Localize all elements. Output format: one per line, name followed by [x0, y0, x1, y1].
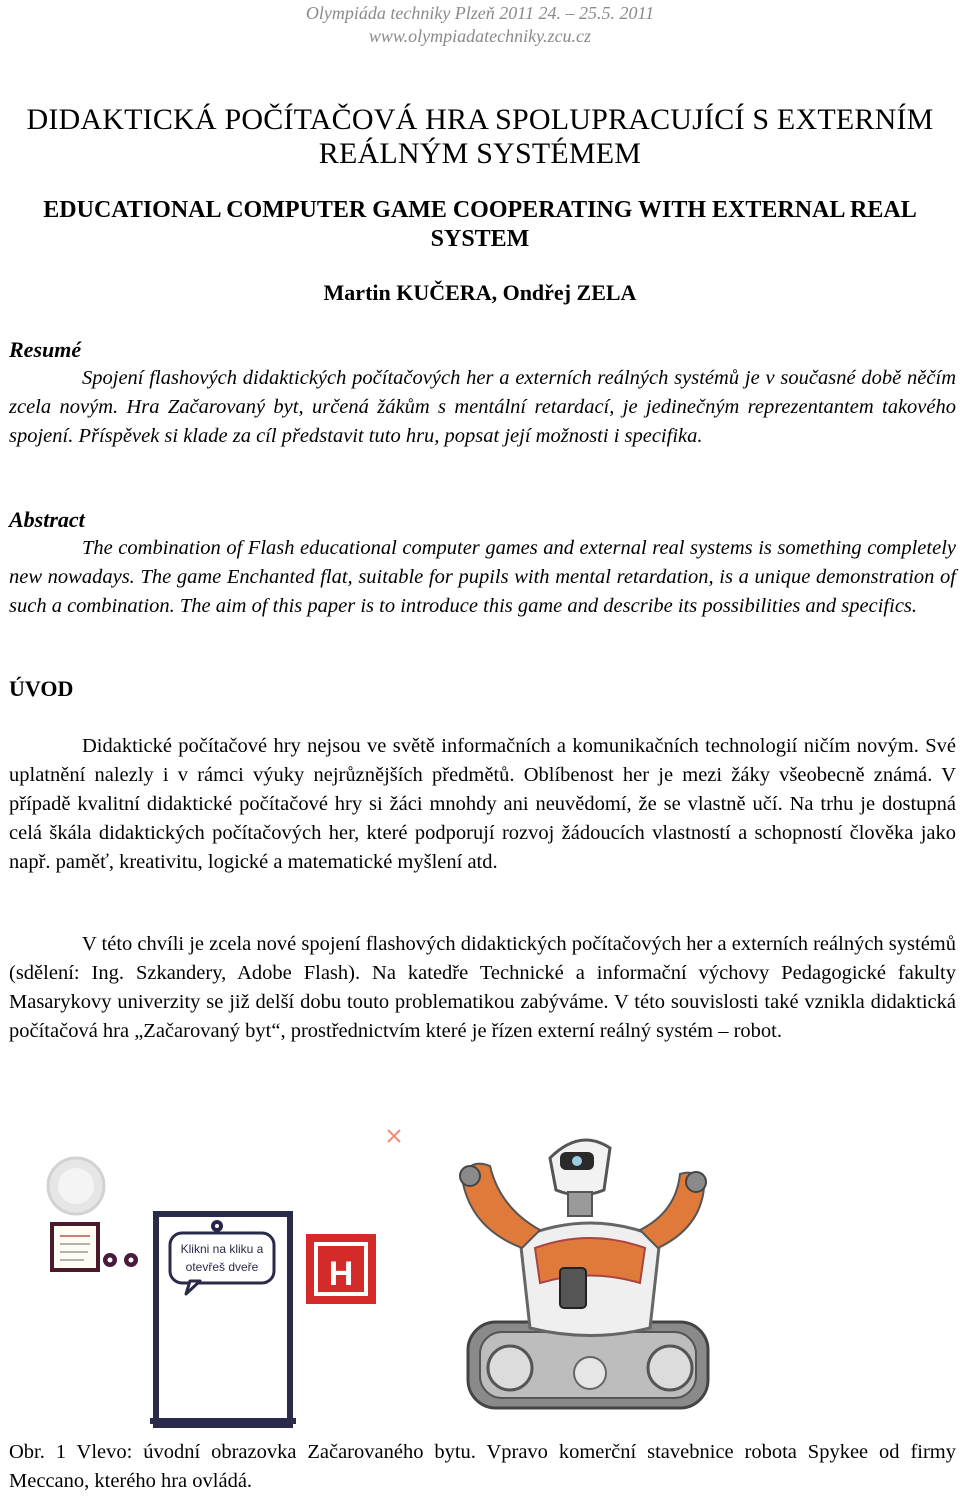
- figure-caption: Obr. 1 Vlevo: úvodní obrazovka Začarovaného bytu. Vpravo komerční stavebnice robota Spykee od firmy Meccano, kterého hra ovládá.: [9, 1441, 956, 1492]
- robot-spykee-image: [460, 1140, 708, 1408]
- conference-url[interactable]: www.olympiadatechniky.zcu.cz: [368, 26, 592, 46]
- abstract-text: The combination of Flash educational computer games and external real systems is something completely new nowadays. The game Enchanted flat, suitable for pupils with mental retardation, is a unique demonstration of such a combination. The aim of this paper is to introduce this game and describe its possibilities and specifics.: [9, 537, 956, 617]
- hint-bubble-line1: Klikni na kliku a: [180, 1242, 264, 1256]
- intro-paragraph-2: V této chvíli je zcela nové spojení flashových didaktických počítačových her a externích reálných systémů (sdělení: Ing. Szkandery, Adobe Flash). Na katedře Technické a informační výchovy Pedagogické fakulty Masarykovy univerzity se již delší dobu touto problematikou zabýváme. V této souvislosti také vznikla didaktická počítačová hra „Začarovaný byt“, prostřednictvím které je řízen externí reálný systém – robot.: [9, 933, 956, 1042]
- resume-text: Spojení flashových didaktických počítačových her a externích reálných systémů je v současné době něčím zcela novým. Hra Začarovaný byt, určená žákům s mentální retardací, je jedinečným reprezentantem takového spojení. Příspěvek si klade za cíl představit tuto hru, popsat její možnosti i specifika.: [9, 367, 956, 447]
- authors: Martin KUČERA, Ondřej ZELA: [323, 280, 637, 305]
- conference-header: Olympiáda techniky Plzeň 2011 24. – 25.5. 2011: [305, 3, 655, 23]
- door-knob-icon[interactable]: [211, 1220, 223, 1232]
- wall-note-icon: [52, 1224, 98, 1270]
- resume-label: Resumé: [9, 337, 82, 362]
- lamp-icon: [48, 1158, 104, 1214]
- title-czech-line1: DIDAKTICKÁ POČÍTAČOVÁ HRA SPOLUPRACUJÍCÍ S EXTERNÍM: [26, 103, 934, 136]
- close-icon[interactable]: [388, 1130, 400, 1142]
- hydrant-sign-letter: H: [328, 1255, 354, 1293]
- title-czech-line2: REÁLNÝM SYSTÉMEM: [318, 137, 642, 170]
- light-switch-icon[interactable]: [103, 1253, 138, 1267]
- figure-illustration: [0, 1118, 960, 1428]
- title-english-line1: EDUCATIONAL COMPUTER GAME COOPERATING WITH EXTERNAL REAL: [43, 197, 917, 223]
- hint-bubble-line2: otevřeš dveře: [185, 1260, 259, 1274]
- intro-paragraph-1: Didaktické počítačové hry nejsou ve světě informačních a komunikačních technologií ničím novým. Své uplatnění nalezly i v rámci výuky nejrůznějších předmětů. Oblíbenost her je mezi žáky všeobecně známá. V případě kvalitní didaktické počítačové hry si žáci mnohdy ani neuvědomí, že se vlastně učí. Na trhu je dostupná celá škála didaktických počítačových her, které podporují rozvoj žádoucích vlastností a schopností člověka jako např. paměť, kreativitu, logické a matematické myšlení atd.: [9, 735, 956, 873]
- abstract-label: Abstract: [9, 507, 85, 532]
- figure-1: [0, 1118, 960, 1428]
- section-heading-intro: ÚVOD: [9, 676, 74, 701]
- hydrant-sign-icon: [306, 1234, 376, 1304]
- title-english-line2: SYSTEM: [430, 226, 530, 252]
